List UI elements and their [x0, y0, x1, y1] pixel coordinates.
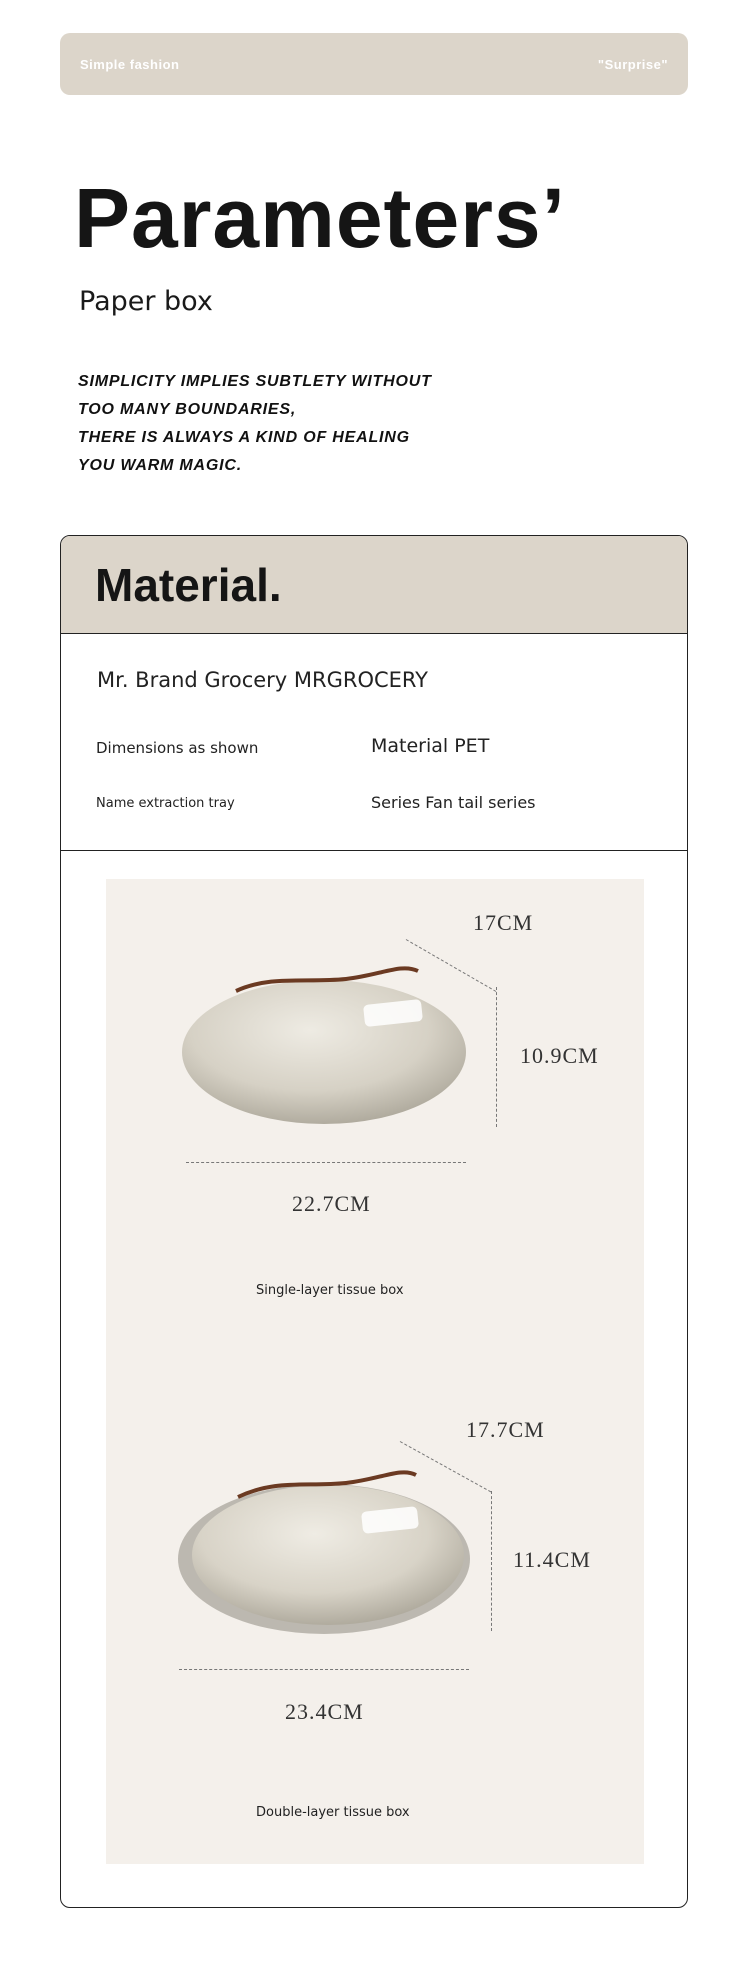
tagline-line: YOU WARM MAGIC.	[78, 457, 242, 474]
banner-right-text: "Surprise"	[597, 57, 668, 72]
depth-value: 17.7CM	[466, 1417, 545, 1442]
material-heading: Material.	[95, 559, 282, 611]
page-subtitle: Paper box	[79, 286, 213, 317]
width-value: 22.7CM	[292, 1191, 371, 1216]
product-caption: Double-layer tissue box	[256, 1805, 410, 1820]
name-label: Name extraction tray	[96, 796, 235, 811]
product-caption: Single-layer tissue box	[256, 1283, 404, 1298]
single-box-illustration	[106, 879, 644, 1279]
card-divider	[61, 850, 687, 851]
tagline-line: TOO MANY BOUNDARIES,	[78, 401, 297, 418]
tissue-box-icon	[182, 980, 466, 1124]
tissue-box-icon	[192, 1485, 464, 1625]
double-box-illustration	[106, 1379, 644, 1779]
material-value: Material PET	[371, 735, 490, 757]
page-title: Parameters’	[74, 171, 566, 265]
height-value: 11.4CM	[513, 1547, 591, 1572]
product-photo-panel	[106, 879, 644, 1864]
series-value: Series Fan tail series	[371, 793, 536, 812]
width-value: 23.4CM	[285, 1699, 364, 1724]
height-guide	[496, 987, 497, 1127]
height-guide	[491, 1491, 492, 1631]
material-card-header	[61, 536, 687, 634]
dimensions-label: Dimensions as shown	[96, 739, 259, 757]
material-card	[60, 535, 688, 1908]
banner-left-text: Simple fashion	[80, 57, 180, 72]
tagline-line: SIMPLICITY IMPLIES SUBTLETY WITHOUT	[78, 373, 432, 390]
width-guide	[179, 1669, 469, 1670]
depth-value: 17CM	[473, 910, 534, 935]
tagline-line: THERE IS ALWAYS A KIND OF HEALING	[78, 429, 410, 446]
tagline	[78, 368, 432, 480]
top-banner	[60, 33, 688, 95]
width-guide	[186, 1162, 466, 1163]
height-value: 10.9CM	[520, 1043, 599, 1068]
brand-text: Mr. Brand Grocery MRGROCERY	[97, 668, 429, 692]
